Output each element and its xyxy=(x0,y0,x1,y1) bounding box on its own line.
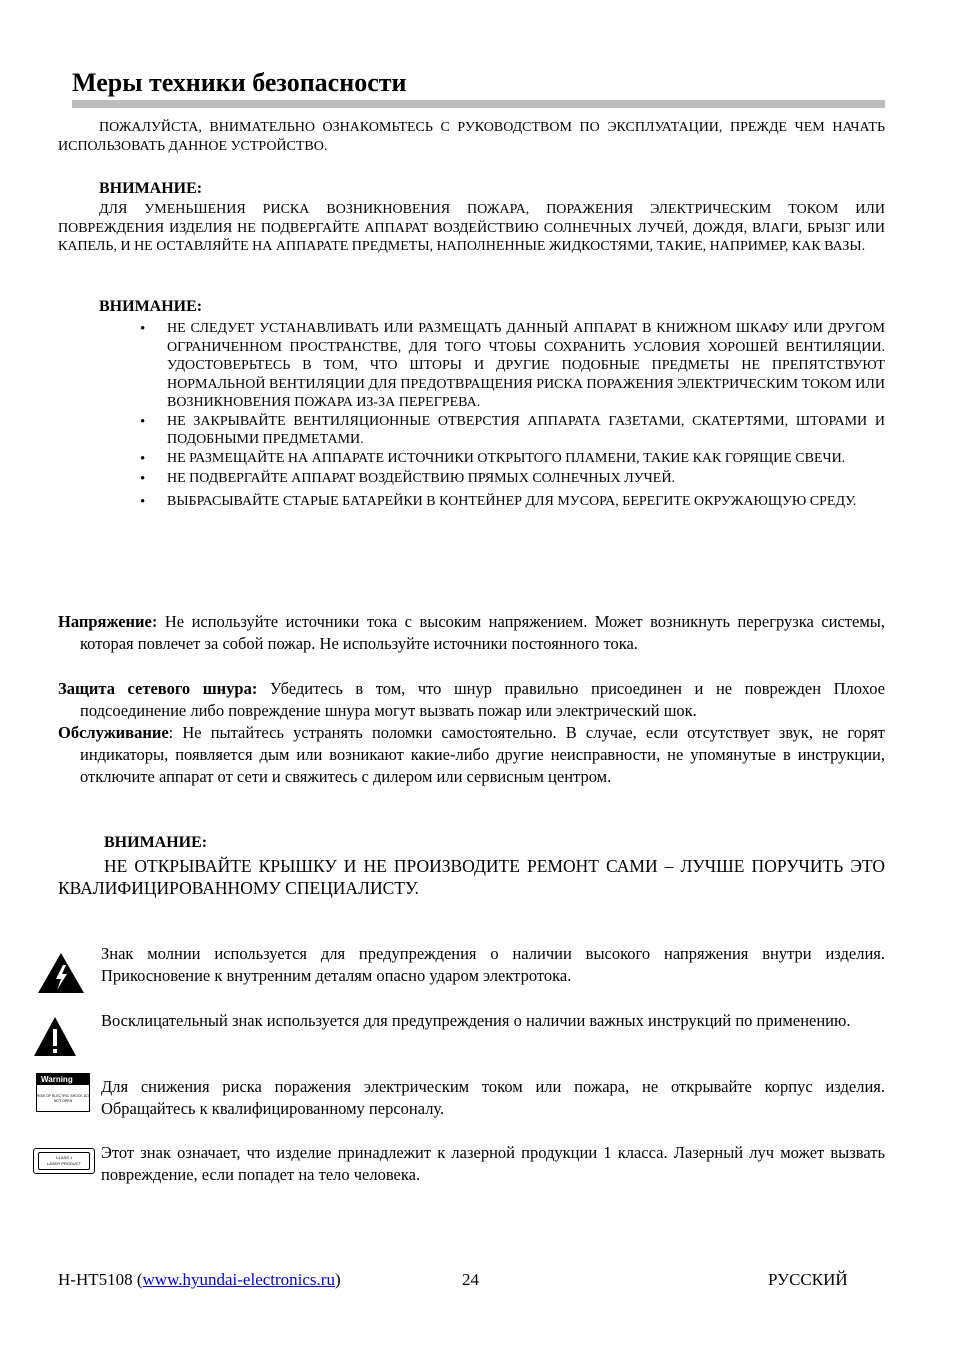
warning-label-title: Warning xyxy=(37,1074,89,1085)
warning-heading-1: ВНИМАНИЕ: xyxy=(99,180,203,197)
cord-label: Защита сетевого шнура: xyxy=(58,679,258,698)
laser-label-icon xyxy=(33,1148,95,1174)
list-item: • НЕ РАЗМЕЩАЙТЕ НА АППАРАТЕ ИСТОЧНИКИ ОТКРЫТОГО ПЛАМЕНИ, ТАКИЕ КАК ГОРЯЩИЕ СВЕЧИ. xyxy=(138,450,885,469)
laser-symbol-text: Этот знак означает, что изделие принадлежит к лазерной продукции 1 класса. Лазерный луч может вызвать повреждение, если попадет на тело человека. xyxy=(101,1143,885,1184)
footer-model xyxy=(58,1270,341,1290)
cord-paragraph xyxy=(58,678,885,722)
lightning-symbol-text: Знак молнии используется для предупреждения о наличии высокого напряжения внутри изделия. Прикосновение к внутренним деталям опасно ударом электротока. xyxy=(101,944,885,985)
footer-model-name: H-HT5108 ( xyxy=(58,1270,143,1289)
warning-heading-3: ВНИМАНИЕ: xyxy=(104,834,208,851)
list-item: • ВЫБРАСЫВАЙТЕ СТАРЫЕ БАТАРЕЙКИ В КОНТЕЙНЕР ДЛЯ МУСОРА, БЕРЕГИТЕ ОКРУЖАЮЩУЮ СРЕДУ. xyxy=(138,493,885,512)
laser-label-class: CLASS 1 xyxy=(55,1155,73,1160)
footer-website-link[interactable]: www.hyundai-electronics.ru xyxy=(142,1270,335,1289)
service-label: Обслуживание xyxy=(58,723,169,742)
warning-symbol-text: Для снижения риска поражения электрическим током или пожара, не открывайте корпус изделия. Обращайтесь к квалифицированному персоналу. xyxy=(101,1077,885,1118)
footer-language: РУССКИЙ xyxy=(768,1270,848,1289)
laser-label-product: LASER PRODUCT xyxy=(46,1161,81,1166)
voltage-label: Напряжение: xyxy=(58,612,158,631)
warning-heading-2: ВНИМАНИЕ: xyxy=(99,298,203,315)
warning-text-3: НЕ ОТКРЫВАЙТЕ КРЫШКУ И НЕ ПРОИЗВОДИТЕ РЕМОНТ САМИ – ЛУЧШЕ ПОРУЧИТЬ ЭТО КВАЛИФИЦИРОВАННОМУ СПЕЦИАЛИСТУ. xyxy=(58,856,885,898)
list-item: • НЕ СЛЕДУЕТ УСТАНАВЛИВАТЬ ИЛИ РАЗМЕЩАТЬ ДАННЫЙ АППАРАТ В КНИЖНОМ ШКАФУ ИЛИ ДРУГОМ ОГРАНИЧЕННОМ ПРОСТРАНСТВЕ, ДЛЯ ТОГО ЧТОБЫ СОХРАНИТЬ УСЛОВИЯ ХОРОШЕЙ ВЕНТИЛЯЦИИ. УДОСТОВЕРЬТЕСЬ В ТОМ, ЧТО ШТОРЫ И ДРУГИЕ ПОДОБНЫЕ ПРЕДМЕТЫ НЕ ПРЕПЯТСТВУЮТ НОРМАЛЬНОЙ ВЕНТИЛЯЦИИ ДЛЯ ПРЕДОТВРАЩЕНИЯ РИСКА ПОРАЖЕНИЯ ЭЛЕКТРИЧЕСКИМ ТОКОМ ИЛИ ВОЗНИКНОВЕНИЯ ПОЖАРА ИЗ-ЗА ПЕРЕГРЕВА. xyxy=(138,320,885,413)
intro-text: ПОЖАЛУЙСТА, ВНИМАТЕЛЬНО ОЗНАКОМЬТЕСЬ С РУКОВОДСТВОМ ПО ЭКСПЛУАТАЦИИ, ПРЕЖДЕ ЧЕМ НАЧАТЬ ИСПОЛЬЗОВАТЬ ДАННОЕ УСТРОЙСТВО. xyxy=(58,120,885,154)
voltage-text: Не используйте источники тока с высоким напряжением. Может возникнуть перегрузка системы, которая повлечет за собой пожар. Не используйте источники постоянного тока. xyxy=(80,612,885,653)
warning-list xyxy=(138,320,885,511)
exclamation-triangle-icon xyxy=(33,1016,77,1057)
service-paragraph xyxy=(58,722,885,788)
page-title: Меры техники безопасности xyxy=(72,68,407,97)
footer-model-close: ) xyxy=(334,1270,341,1289)
warning-label-caption: RISK OF ELECTRIC SHOCK DO NOT OPEN xyxy=(37,1094,89,1103)
title-underline xyxy=(72,100,885,108)
list-item: • НЕ ЗАКРЫВАЙТЕ ВЕНТИЛЯЦИОННЫЕ ОТВЕРСТИЯ АППАРАТА ГАЗЕТАМИ, СКАТЕРТЯМИ, ШТОРАМИ И ПОДОБНЫМИ ПРЕДМЕТАМИ. xyxy=(138,413,885,450)
list-item: • НЕ ПОДВЕРГАЙТЕ АППАРАТ ВОЗДЕЙСТВИЮ ПРЯМЫХ СОЛНЕЧНЫХ ЛУЧЕЙ. xyxy=(138,470,885,489)
lightning-triangle-icon xyxy=(37,952,85,994)
voltage-paragraph xyxy=(58,611,885,655)
exclamation-symbol-text: Восклицательный знак используется для предупреждения о наличии важных инструкций по применению. xyxy=(101,1011,851,1030)
warning-label-icon xyxy=(36,1073,90,1112)
page-number: 24 xyxy=(462,1270,479,1289)
warning-text-1: ДЛЯ УМЕНЬШЕНИЯ РИСКА ВОЗНИКНОВЕНИЯ ПОЖАРА, ПОРАЖЕНИЯ ЭЛЕКТРИЧЕСКИМ ТОКОМ ИЛИ ПОВРЕЖДЕНИЯ ИЗДЕЛИЯ НЕ ПОДВЕРГАЙТЕ АППАРАТ ВОЗДЕЙСТВИЮ СОЛНЕЧНЫХ ЛУЧЕЙ, ДОЖДЯ, ВЛАГИ, БРЫЗГ ИЛИ КАПЕЛЬ, И НЕ ОСТАВЛЯЙТЕ НА АППАРАТЕ ПРЕДМЕТЫ, НАПОЛНЕННЫЕ ЖИДКОСТЯМИ, ТАКИЕ, НАПРИМЕР, КАК ВАЗЫ. xyxy=(58,202,885,254)
service-text: : Не пытайтесь устранять поломки самостоятельно. В случае, если отсутствует звук, не горят индикаторы, появляется дым или возникают какие-либо другие неисправности, не упомянутые в инструкции, отключите аппарат от сети и свяжитесь с дилером или сервисным центром. xyxy=(80,723,885,786)
cord-text: Убедитесь в том, что шнур правильно присоединен и не поврежден Плохое подсоединение либо повреждение шнура могут вызвать пожар или электрический шок. xyxy=(80,679,886,720)
